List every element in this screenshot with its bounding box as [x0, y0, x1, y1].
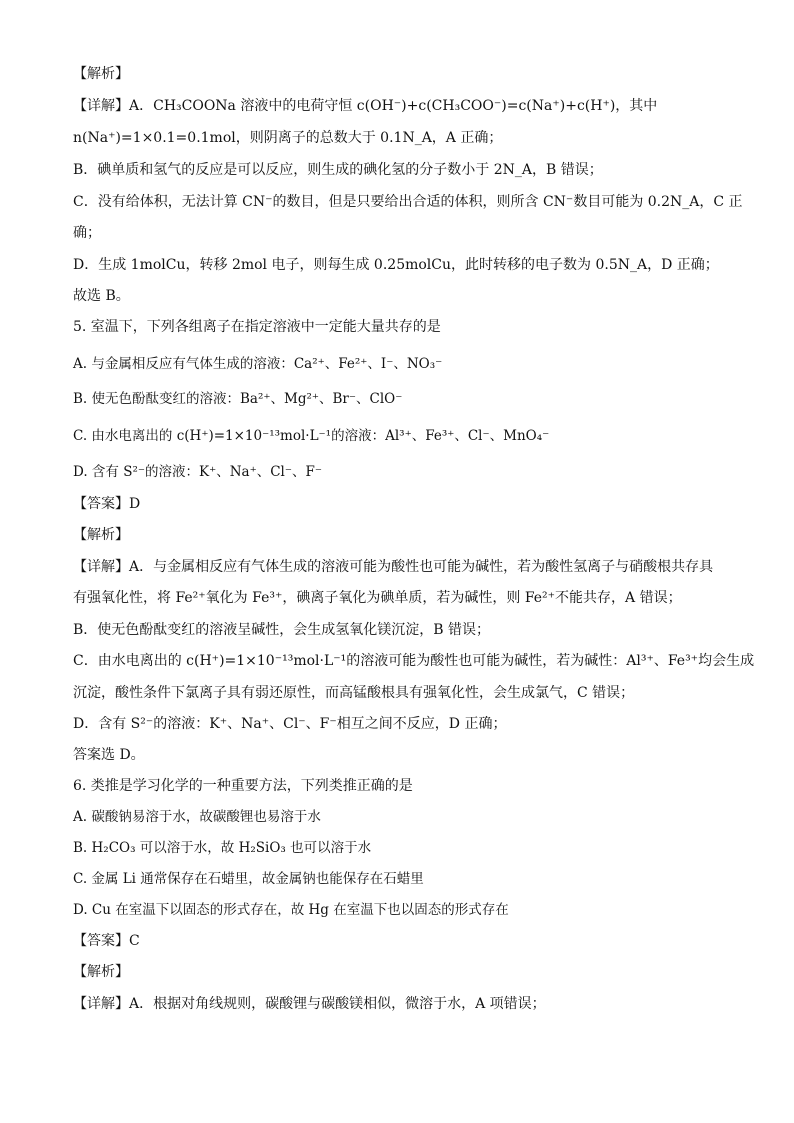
question-6-option-a: A. 碳酸钠易溶于水，故碳酸锂也易溶于水 — [73, 809, 321, 825]
text-line: 答案选 D。 — [73, 747, 145, 763]
section-label-analysis: 【解析】 — [73, 964, 129, 980]
text-line: 【详解】A．根据对角线规则，碳酸锂与碳酸镁相似，微溶于水，A 项错误； — [73, 996, 546, 1012]
text-line: 【详解】A．CH₃COONa 溶液中的电荷守恒 c(OH⁻)+c(CH₃COO⁻)=c(Na⁺)+c(H⁺)，其中 — [73, 98, 658, 114]
text-line: D．含有 S²⁻的溶液：K⁺、Na⁺、Cl⁻、F⁻相互之间不反应，D 正确； — [73, 716, 507, 732]
text-line: 沉淀，酸性条件下氯离子具有弱还原性，而高锰酸根具有强氧化性，会生成氯气，C 错误； — [73, 685, 635, 701]
text-line: 有强氧化性，将 Fe²⁺氧化为 Fe³⁺，碘离子氧化为碘单质，若为碱性，则 Fe²⁺不能共存，A 错误； — [73, 590, 682, 606]
question-6-stem: 6. 类推是学习化学的一种重要方法，下列类推正确的是 — [73, 778, 413, 794]
text-line: n(Na⁺)=1×0.1=0.1mol，则阴离子的总数大于 0.1N_A，A 正确； — [73, 130, 503, 146]
section-label-analysis: 【解析】 — [73, 527, 129, 543]
answer-label: 【答案】C — [73, 933, 140, 949]
section-label-analysis: 【解析】 — [73, 66, 129, 82]
text-line: B．使无色酚酞变红的溶液呈碱性，会生成氢氧化镁沉淀，B 错误； — [73, 622, 491, 638]
question-6-option-c: C. 金属 Li 通常保存在石蜡里，故金属钠也能保存在石蜡里 — [73, 871, 424, 887]
text-line: B．碘单质和氢气的反应是可以反应，则生成的碘化氢的分子数小于 2N_A，B 错误； — [73, 162, 603, 178]
question-5-option-d: D. 含有 S²⁻的溶液：K⁺、Na⁺、Cl⁻、F⁻ — [73, 464, 322, 480]
question-6-option-b: B. H₂CO₃ 可以溶于水，故 H₂SiO₃ 也可以溶于水 — [73, 840, 372, 856]
question-5-option-b: B. 使无色酚酞变红的溶液：Ba²⁺、Mg²⁺、Br⁻、ClO⁻ — [73, 391, 403, 407]
text-line: D．生成 1molCu，转移 2mol 电子，则每生成 0.25molCu，此时转移的电子数为 0.5N_A，D 正确； — [73, 257, 719, 273]
question-5-option-c: C. 由水电离出的 c(H⁺)=1×10⁻¹³mol·L⁻¹的溶液：Al³⁺、Fe³⁺、Cl⁻、MnO₄⁻ — [73, 428, 550, 444]
text-line: C．由水电离出的 c(H⁺)=1×10⁻¹³mol·L⁻¹的溶液可能为酸性也可能为碱性，若为碱性：Al³⁺、Fe³⁺均会生成 — [73, 653, 755, 669]
text-line: 【详解】A．与金属相反应有气体生成的溶液可能为酸性也可能为碱性，若为酸性氢离子与硝酸根共存具 — [73, 559, 714, 575]
answer-label: 【答案】D — [73, 496, 141, 512]
text-line: 故选 B。 — [73, 288, 130, 304]
text-line: C．没有给体积，无法计算 CN⁻的数目，但是只要给出合适的体积，则所含 CN⁻数目可能为 0.2N_A，C 正 — [73, 194, 743, 210]
question-5-stem: 5. 室温下，下列各组离子在指定溶液中一定能大量共存的是 — [73, 319, 441, 335]
question-6-option-d: D. Cu 在室温下以固态的形式存在，故 Hg 在室温下也以固态的形式存在 — [73, 902, 509, 918]
text-line: 确； — [73, 225, 101, 241]
question-5-option-a: A. 与金属相反应有气体生成的溶液：Ca²⁺、Fe²⁺、I⁻、NO₃⁻ — [73, 356, 443, 372]
